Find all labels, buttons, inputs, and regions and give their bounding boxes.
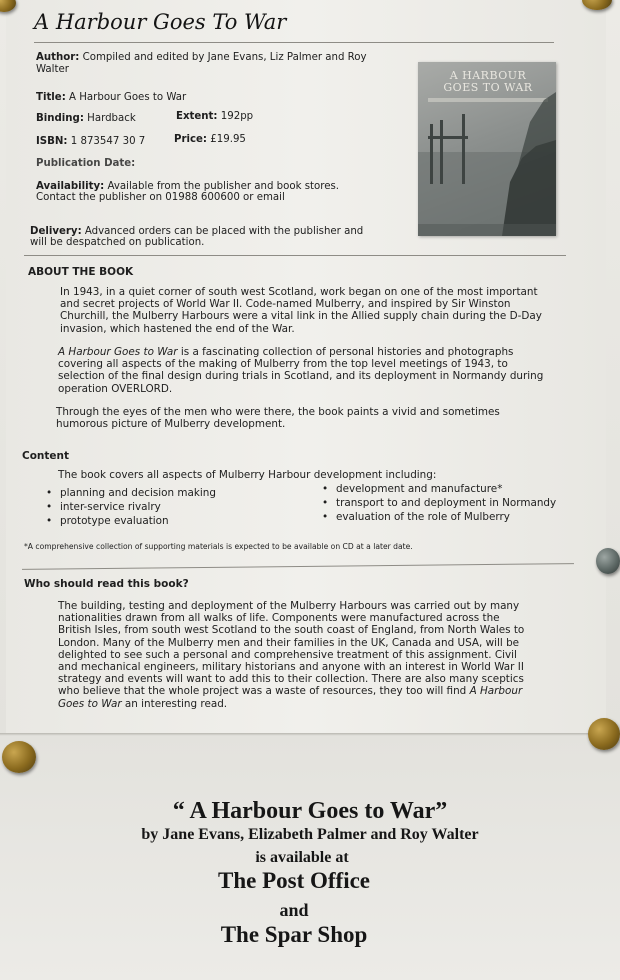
delivery-value: Advanced orders can be placed with the publisher and (84, 226, 364, 237)
list-item: • development and manufacture* (322, 482, 556, 496)
cover-title-line1: A HARBOUR (449, 69, 527, 82)
title-rule (34, 42, 554, 43)
about-heading: ABOUT THE BOOK (28, 266, 134, 278)
who-book-title: A Harbour Goes to War (58, 685, 523, 710)
right-side-pin (596, 548, 620, 574)
poster-authors: by Jane Evans, Elizabeth Palmer and Roy Walter (141, 826, 479, 843)
content-list-right (322, 482, 556, 524)
availability-label: Availability: (36, 181, 105, 192)
list-item: • planning and decision making (46, 486, 216, 500)
price-line (174, 134, 246, 146)
list-item: • prototype evaluation (46, 514, 216, 528)
about-para-2 (58, 346, 546, 395)
delivery-label: Delivery: (30, 226, 82, 237)
left-lower-pin (2, 741, 36, 773)
poster-title: “ A Harbour Goes to War” (172, 798, 448, 824)
who-body-end: an interesting read. (121, 697, 228, 710)
meta-rule (24, 255, 566, 256)
book-cover-image (418, 62, 556, 236)
who-body (58, 600, 534, 710)
binding-value: Hardback (87, 113, 136, 124)
extent-label: Extent: (176, 111, 218, 122)
content-intro: The book covers all aspects of Mulberry Harbour development including: (58, 469, 437, 481)
right-lower-pin (588, 718, 620, 750)
poster-post-office: The Post Office (217, 868, 370, 893)
about-book-title: A Harbour Goes to War (58, 346, 178, 358)
content-footnote: *A comprehensive collection of supporting materials is expected to be available on CD at a later date. (24, 542, 413, 551)
extent-line (176, 111, 253, 123)
notice-title: A Harbour Goes To War (34, 10, 287, 34)
isbn-label: ISBN: (36, 136, 68, 147)
who-heading: Who should read this book? (24, 578, 189, 590)
cover-title-line2: GOES TO WAR (443, 81, 533, 94)
about-para-2-text: is a fascinating collection of personal histories and photographs covering all aspects of the making of Mulberry from the top level meetings of 1943, to selection of the final design during trials in Scotland, and its deployment in Normandy during operation OVERLORD. (58, 346, 544, 395)
list-item: • transport to and deployment in Normandy (322, 496, 556, 510)
publication-line (36, 158, 135, 166)
poster-available: is available at (255, 849, 349, 866)
publication-label: Publication Date: (36, 158, 136, 166)
price-value: £19.95 (210, 134, 246, 145)
binding-line (36, 113, 136, 125)
about-para-3: Through the eyes of the men who were there, the book paints a vivid and sometimes humorous picture of Mulberry development. (56, 406, 500, 431)
about-para-1: In 1943, in a quiet corner of south west Scotland, work began on one of the most important and secret projects of World War II. Code-named Mulberry, and inspired by Sir Winston Churchill, the Mulberry Harbours were a vital link in the Allied supply chain during the D-Day invasion, which hastened the end of the War. (60, 286, 542, 335)
isbn-value: 1 873547 30 7 (70, 136, 146, 147)
poster-and: and (279, 900, 309, 920)
title-label: Title: (36, 92, 66, 103)
title-line (36, 92, 186, 104)
list-item: • evaluation of the role of Mulberry (322, 510, 556, 524)
content-heading: Content (22, 450, 70, 462)
availability-value: Available from the publisher and book stores. (107, 181, 340, 192)
cover-harbour-photo (418, 62, 556, 236)
author-label: Author: (36, 52, 80, 63)
price-label: Price: (174, 134, 208, 145)
author-value: Compiled and edited by Jane Evans, Liz Palmer and Roy (82, 52, 367, 63)
delivery-line-cont: will be despatched on publication. (30, 237, 205, 248)
availability-line-cont: Contact the publisher on 01988 600600 or email (36, 192, 285, 203)
list-item: • inter-service rivalry (46, 500, 216, 514)
binding-label: Binding: (36, 113, 84, 124)
isbn-line (36, 136, 145, 148)
author-line (36, 52, 367, 64)
extent-value: 192pp (220, 111, 254, 122)
content-list-left (46, 486, 216, 528)
who-body-text: The building, testing and deployment of the Mulberry Harbours was carried out by many nationalities drawn from all walks of life. Components were manufactured across the British Isles, from south west Scotland to the south coast of England, from North Wales to London. Many of the Mulberry men and their families in the UK, Canada and USA, will be delighted to see such a personal and comprehensive treatment of this assignment. Civil and mechanical engineers, military historians and anyone with an interest in World War II strategy and events will want to add this to their collection. There are also many sceptics who believe that the whole project was a waste of resources, they too will find (58, 600, 525, 698)
poster-spar-shop: The Spar Shop (220, 922, 368, 947)
sheet-bottom-edge (0, 733, 620, 736)
title-value: A Harbour Goes to War (69, 92, 187, 103)
author-line-cont: Walter (36, 64, 69, 75)
